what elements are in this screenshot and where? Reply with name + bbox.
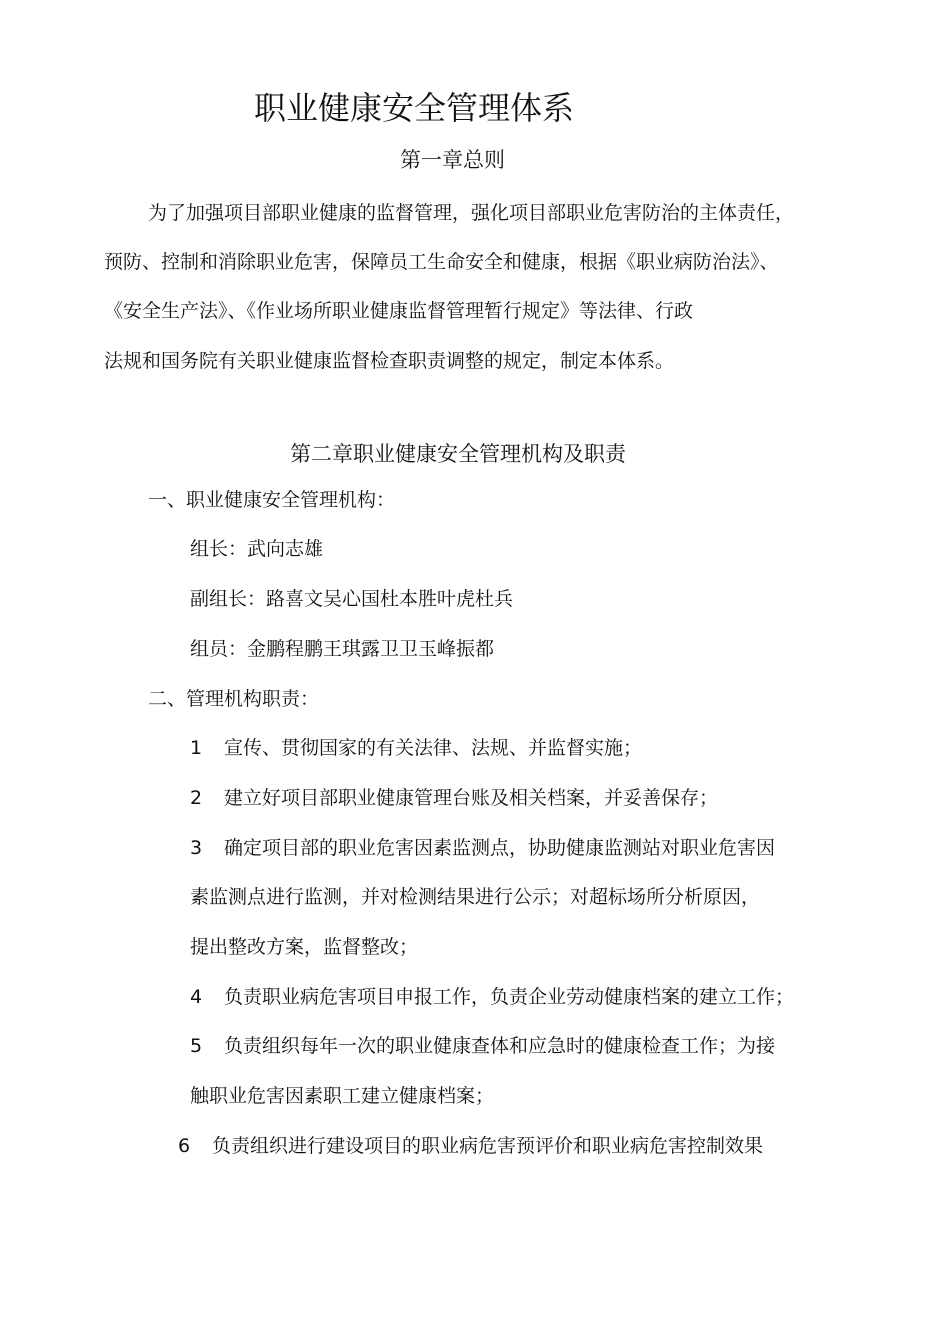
paragraph-line: 法规和国务院有关职业健康监督检查职责调整的规定，制定本体系。 [104,350,675,372]
duty-item-text: 宣传、贯彻国家的有关法律、法规、并监督实施； [224,737,643,759]
paragraph-line: 预防、控制和消除职业危害，保障员工生命安全和健康，根据《职业病防治法》、 [104,251,779,273]
chapter-1-heading: 第一章总则 [400,148,505,172]
members-line: 组员：金鹏程鹏王琪露卫卫玉峰振都 [190,638,495,660]
duty-item-text: 负责组织每年一次的职业健康查体和应急时的健康检查工作；为接 [224,1035,776,1057]
duty-item-5-continuation: 触职业危害因素职工建立健康档案； [190,1085,495,1107]
duty-item-text: 负责职业病危害项目申报工作，负责企业劳动健康档案的建立工作； [224,986,795,1008]
duty-item-4 [190,985,794,1009]
document-title: 职业健康安全管理体系 [254,89,575,127]
section-1-heading: 一、职业健康安全管理机构： [148,489,396,511]
duty-item-text: 确定项目部的职业危害因素监测点，协助健康监测站对职业危害因 [224,837,776,859]
duty-item-number: 4 [190,986,203,1008]
chapter-2-heading: 第二章职业健康安全管理机构及职责 [290,442,626,466]
duty-item-number: 1 [190,737,203,759]
paragraph-line: 《安全生产法》、《作业场所职业健康监督管理暂行规定》等法律、行政 [104,300,694,322]
duty-item-number: 3 [190,837,203,859]
leader-line: 组长：武向志雄 [190,538,324,560]
duty-item-5 [190,1034,775,1058]
duty-item-number: 6 [178,1135,191,1157]
duty-item-number: 5 [190,1035,203,1057]
section-2-heading: 二、管理机构职责： [148,688,320,710]
duty-item-number: 2 [190,787,203,809]
duty-item-2 [190,786,718,810]
duty-item-1 [190,736,642,760]
deputy-leader-line: 副组长：路喜文吴心国杜本胜叶虎杜兵 [190,588,514,610]
duty-item-text: 建立好项目部职业健康管理台账及相关档案，并妥善保存； [224,787,719,809]
duty-item-3-continuation: 素监测点进行监测，并对检测结果进行公示；对超标场所分析原因， [190,886,761,908]
duty-item-3-continuation: 提出整改方案，监督整改； [190,936,419,958]
duty-item-3 [190,836,775,860]
paragraph-line: 为了加强项目部职业健康的监督管理，强化项目部职业危害防治的主体责任， [148,202,795,224]
duty-item-6 [178,1134,763,1158]
duty-item-text: 负责组织进行建设项目的职业病危害预评价和职业病危害控制效果 [212,1135,764,1157]
